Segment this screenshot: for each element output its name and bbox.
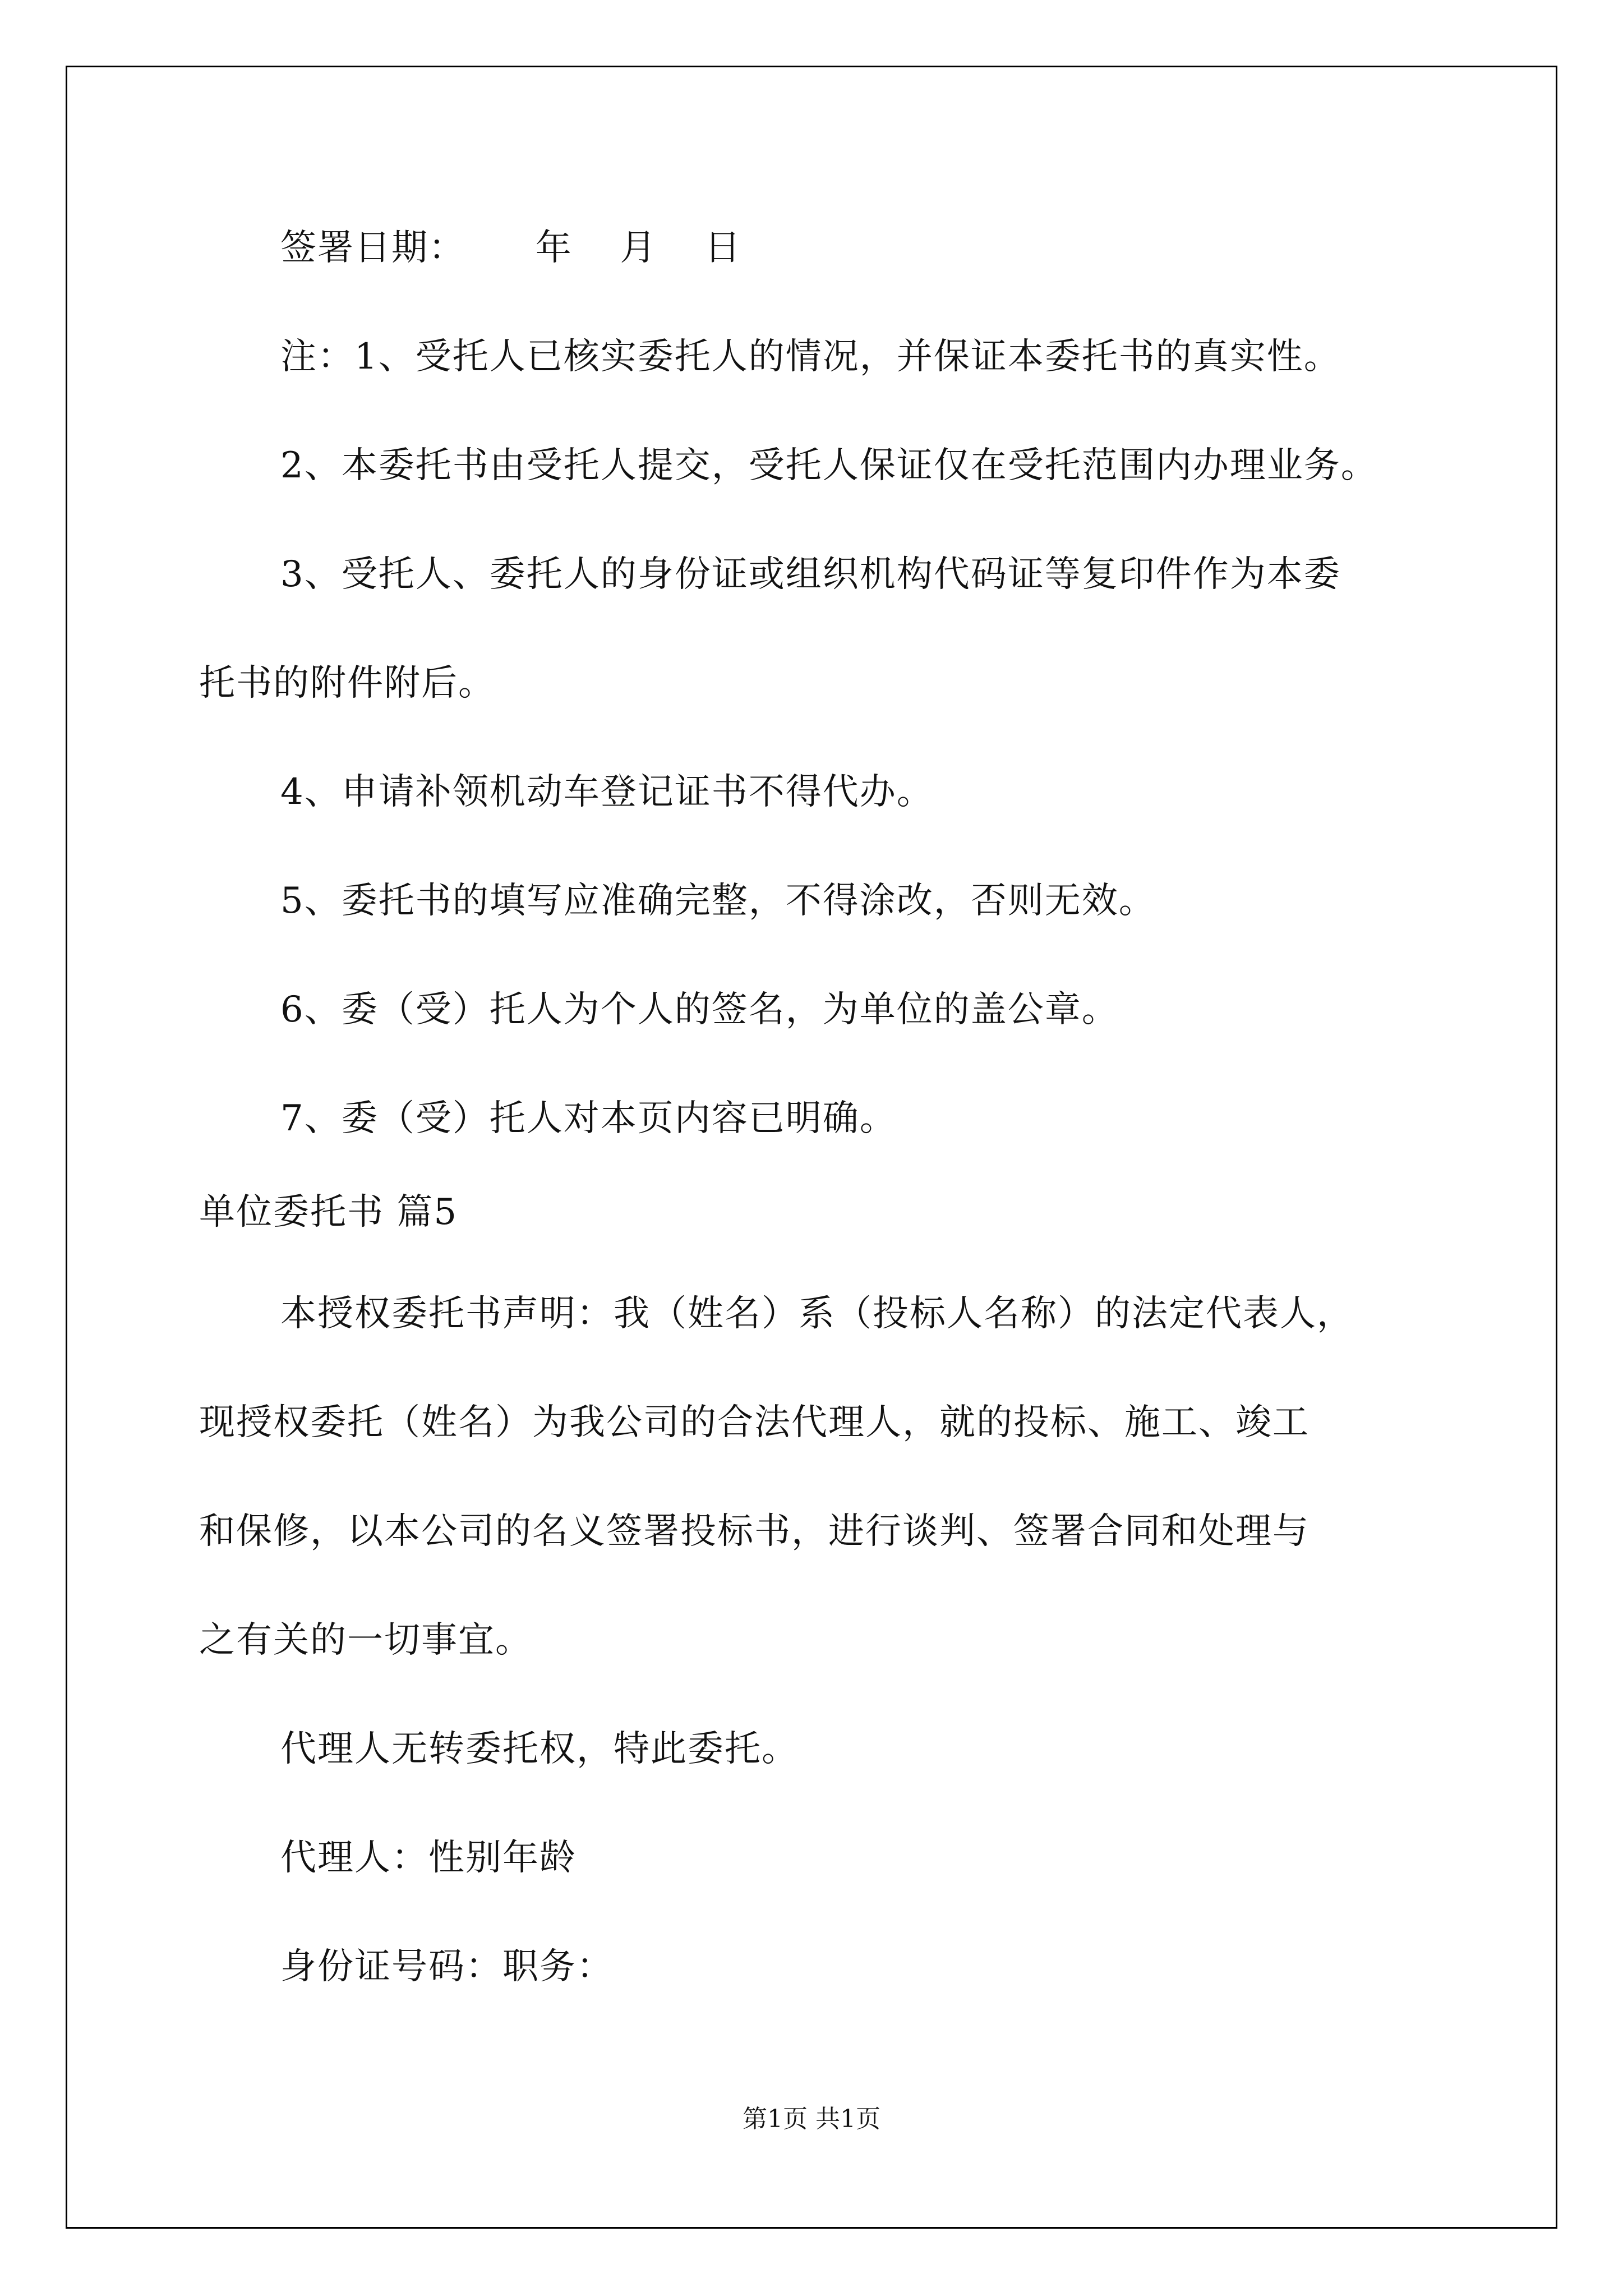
signing-date-line bbox=[280, 224, 741, 272]
note-2: 2、本委托书由受托人提交，受托人保证仅在受托范围内办理业务。 bbox=[280, 445, 1378, 486]
note-4: 4、申请补领机动车登记证书不得代办。 bbox=[280, 771, 934, 813]
section-title: 单位委托书 篇5 bbox=[199, 1191, 458, 1233]
month-label: 月 bbox=[620, 227, 657, 269]
body-line-4: 之有关的一切事宜。 bbox=[199, 1619, 532, 1661]
note-7: 7、委（受）托人对本页内容已明确。 bbox=[280, 1098, 897, 1139]
body-line-3: 和保修，以本公司的名义签署投标书，进行谈判、签署合同和处理与 bbox=[199, 1511, 1310, 1552]
note-5: 5、委托书的填写应准确完整，不得涂改，否则无效。 bbox=[280, 880, 1156, 922]
note-1: 注：1、受托人已核实委托人的情况，并保证本委托书的真实性。 bbox=[280, 336, 1341, 378]
id-number-line: 身份证号码：职务： bbox=[280, 1946, 614, 1987]
body-line-5: 代理人无转委托权，特此委托。 bbox=[280, 1728, 799, 1770]
agent-info-line: 代理人：性别年龄 bbox=[280, 1837, 577, 1879]
signing-date-label: 签署日期： bbox=[280, 227, 465, 269]
year-label: 年 bbox=[535, 227, 573, 269]
day-label: 日 bbox=[704, 227, 742, 269]
note-3: 3、受托人、委托人的身份证或组织机构代码证等复印件作为本委 bbox=[280, 554, 1341, 595]
body-line-1: 本授权委托书声明：我（姓名）系（投标人名称）的法定代表人， bbox=[280, 1293, 1354, 1335]
page-footer: 第1页 共1页 bbox=[743, 2105, 880, 2133]
body-line-2: 现授权委托（姓名）为我公司的合法代理人，就的投标、施工、竣工 bbox=[199, 1402, 1310, 1443]
page-border bbox=[66, 66, 1557, 2229]
note-6: 6、委（受）托人为个人的签名，为单位的盖公章。 bbox=[280, 989, 1119, 1030]
note-3-continued: 托书的附件附后。 bbox=[199, 662, 495, 704]
